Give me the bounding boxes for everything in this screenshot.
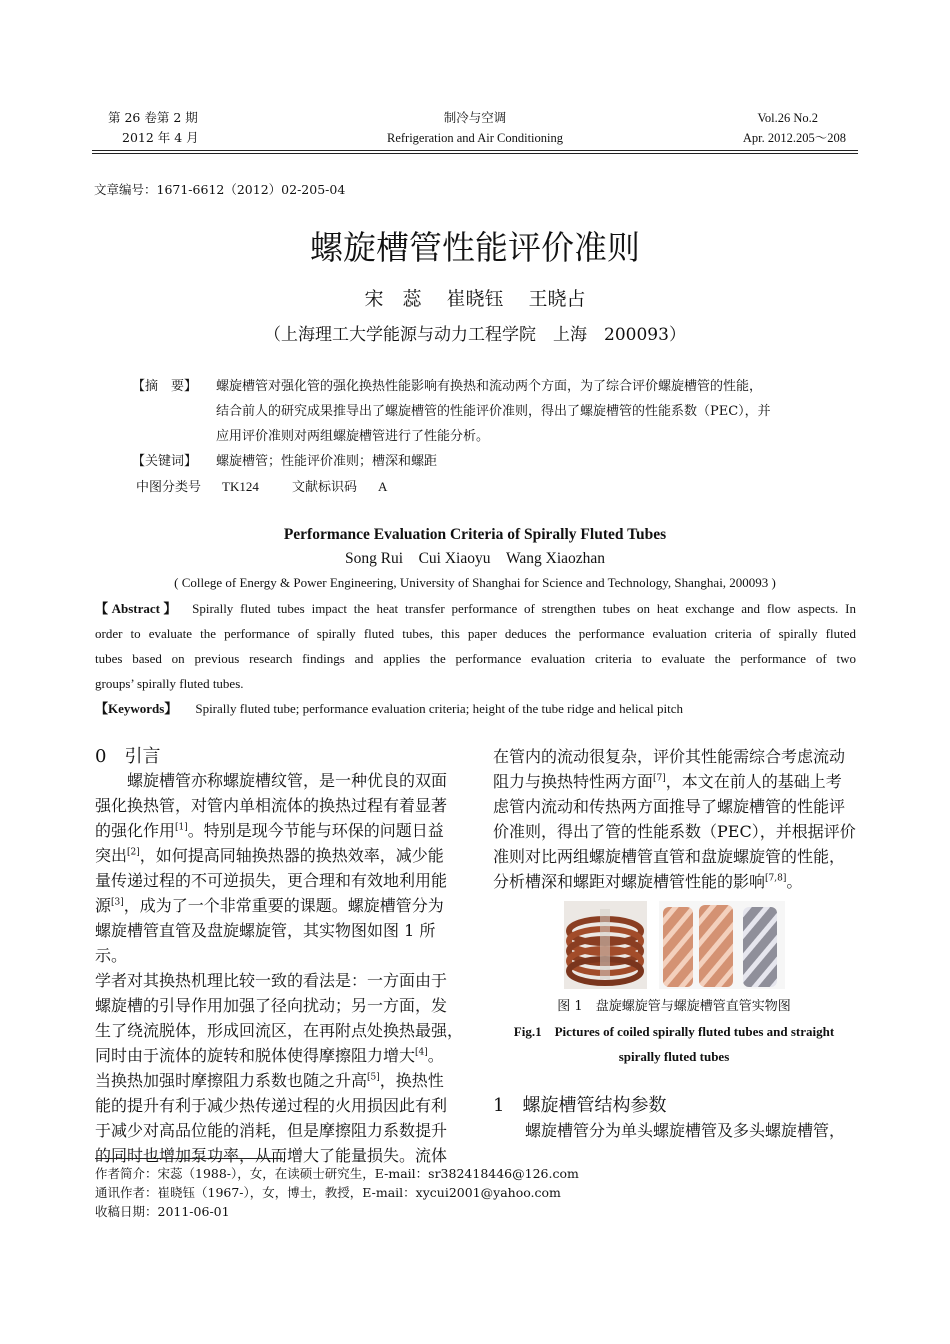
s0-line-15: 的同时也增加泵功率，从而增大了能量损失。流体 — [95, 1146, 448, 1165]
s0-line-9: 螺旋槽的引导作用加强了径向扰动；另一方面，发 — [95, 996, 448, 1015]
s0-line-3-b: 。特别是现今节能与环保的问题日益 — [187, 821, 444, 840]
rc-line-1: 在管内的流动很复杂，评价其性能需综合考虑流动 — [493, 747, 846, 766]
rc-line-6-a: 分析槽深和螺距对螺旋槽管性能的影响 — [493, 872, 766, 891]
s0-line-5: 量传递过程的不可逆损失，更合理和有效地利用能 — [95, 871, 448, 890]
s0-line-7: 螺旋槽管直管及盘旋螺旋管，其实物图如图 1 所示。 — [95, 921, 436, 965]
figure1-photo-coiled — [564, 901, 647, 989]
keywords-cn-text: 螺旋槽管；性能评价准则；槽深和螺距 — [216, 454, 438, 469]
abstract-en-row1 — [95, 596, 856, 621]
header-rule-top — [92, 150, 858, 151]
journal-name-en: Refrigeration and Air Conditioning — [386, 131, 563, 145]
keywords-en-text: Spirally fluted tube; performance evaluation criteria; height of the tube ridge and helical pitch — [195, 701, 684, 716]
title-en: Performance Evaluation Criteria of Spirally Fluted Tubes — [283, 526, 667, 543]
abstract-cn-line2: 结合前人的研究成果推导出了螺旋槽管的性能评价准则，得出了螺旋槽管的性能系数（PEC），并 — [216, 404, 771, 419]
affiliation-en: ( College of Energy & Power Engineering, University of Shanghai for Science and Technology, Shanghai, 200093 ) — [174, 575, 776, 590]
s0-line-11-b: 。 — [427, 1046, 444, 1065]
doc-code-label: 文献标识码 — [292, 480, 358, 495]
s0-line-12 — [95, 1068, 463, 1093]
s0-line-4-a: 突出 — [95, 846, 128, 865]
ref-1: [1] — [175, 822, 188, 833]
section0-title: 0 引言 — [95, 746, 161, 767]
right-col-body — [493, 744, 861, 894]
footnote-author-intro: 作者简介：宋蕊（1988-），女，在读硕士研究生，E-mail：sr382418446@126.com — [95, 1166, 579, 1181]
rc-line-5: 准则对比两组螺旋槽管直管和盘旋螺旋管的性能， — [493, 847, 846, 866]
abstract-cn-line3: 应用评价准则对两组螺旋槽管进行了性能分析。 — [216, 429, 490, 444]
s0-line-4 — [95, 843, 463, 868]
ref-3: [3] — [111, 897, 124, 908]
s0-line-14: 于减少对高品位能的消耗，但是摩擦阻力系数提升 — [95, 1121, 448, 1140]
rc-line-2-a: 阻力与换热特性两方面 — [493, 772, 654, 791]
abstract-en-line2: order to evaluate the performance of spirally fluted tubes, this paper deduces the performance evaluation criteria of spirally fluted — [95, 626, 856, 641]
abstract-en-line3: tubes based on previous research findings and applies the performance evaluation criteria to evaluate the performance of two — [95, 651, 856, 666]
footnote-corresponding: 通讯作者：崔晓钰（1967-），女，博士，教授，E-mail：xycui2001@yahoo.com — [95, 1185, 561, 1200]
issue-date: 2012 年 4 月 — [122, 130, 199, 145]
s0-line-12-b: ，换热性 — [379, 1071, 444, 1090]
s0-line-4-b: ，如何提高同轴换热器的换热效率，减少能 — [139, 846, 444, 865]
footnotes — [95, 1164, 855, 1221]
article-number: 文章编号：1671-6612（2012）02-205-04 — [94, 182, 346, 197]
classification-label: 中图分类号 — [136, 480, 202, 495]
affiliation-cn: （上海理工大学能源与动力工程学院 上海 200093） — [264, 325, 686, 345]
abstract-cn-label: 【摘 要】 — [132, 379, 198, 394]
footnote-rule — [95, 1158, 283, 1159]
abstract-cn — [132, 374, 832, 500]
s0-line-2: 强化换热管，对管内单相流体的换热过程有着显著 — [95, 796, 448, 815]
s0-line-11 — [95, 1043, 463, 1068]
header-left — [108, 108, 258, 148]
abstract-en-line1: Spirally fluted tubes impact the heat transfer performance of strengthen tubes on heat exchange and flow aspects. In — [192, 601, 856, 616]
keywords-cn-label: 【关键词】 — [132, 454, 198, 469]
abstract-en — [95, 596, 856, 721]
section1-title: 1 螺旋槽管结构参数 — [493, 1095, 667, 1116]
header-center — [325, 108, 625, 148]
doc-code-value: A — [378, 479, 388, 494]
s0-line-12-a: 当换热加强时摩擦阻力系数也随之升高 — [95, 1071, 368, 1090]
rc-line-6 — [493, 869, 861, 894]
keywords-cn — [132, 449, 832, 474]
rc-line-3: 虑管内流动和传热两方面推导了螺旋槽管的性能评 — [493, 797, 846, 816]
s0-line-3 — [95, 818, 463, 843]
ref-4: [4] — [415, 1047, 428, 1058]
figure1-caption-cn: 图 1 盘旋螺旋管与螺旋槽管直管实物图 — [557, 999, 791, 1014]
coiled-tube-image — [564, 901, 647, 989]
ref-2: [2] — [127, 847, 140, 858]
rc-line-2 — [493, 769, 861, 794]
s0-line-6-a: 源 — [95, 896, 112, 915]
s0-line-13: 能的提升有利于减少热传递过程的火用损因此有利 — [95, 1096, 448, 1115]
rc-line-6-b: 。 — [786, 872, 803, 891]
title-cn: 螺旋槽管性能评价准则 — [310, 228, 640, 267]
keywords-en — [95, 696, 856, 721]
pages-en: Apr. 2012.205～208 — [742, 131, 846, 145]
authors-cn: 宋 蕊 崔晓钰 王晓占 — [364, 288, 586, 310]
s0-line-8: 学者对其换热机理比较一致的看法是：一方面由于 — [95, 971, 448, 990]
rc-line-4: 价准则，得出了管的性能系数（PEC），并根据评价 — [493, 822, 856, 841]
s0-line-11-a: 同时由于流体的旋转和脱体使得摩擦阻力增大 — [95, 1046, 416, 1065]
s0-line-1: 螺旋槽管亦称螺旋槽纹管，是一种优良的双面 — [127, 771, 448, 790]
s0-line-3-a: 的强化作用 — [95, 821, 176, 840]
keywords-en-label: 【Keywords】 — [95, 701, 178, 716]
s0-line-6 — [95, 893, 463, 918]
abstract-en-label: 【Abstract】 — [95, 601, 181, 616]
figure1-caption-en-2: spirally fluted tubes — [618, 1049, 730, 1064]
s0-line-10: 生了绕流脱体，形成回流区，在再附点处换热最强， — [95, 1021, 464, 1040]
footnote-received: 收稿日期：2011-06-01 — [95, 1204, 230, 1219]
ref-7: [7] — [653, 773, 666, 784]
volume-issue: 第 26 卷第 2 期 — [108, 110, 198, 125]
s0-line-6-b: ，成为了一个非常重要的课题。螺旋槽管分为 — [123, 896, 444, 915]
straight-tubes-image — [659, 901, 785, 989]
figure1-caption-en-1: Fig.1 Pictures of coiled spirally fluted tubes and straight — [513, 1024, 835, 1039]
volume-en: Vol.26 No.2 — [757, 111, 818, 125]
journal-name-cn: 制冷与空调 — [443, 110, 507, 125]
section1-line1: 螺旋槽管分为单头螺旋槽管及多头螺旋槽管， — [525, 1121, 846, 1140]
ref-5: [5] — [367, 1072, 380, 1083]
classification — [132, 474, 832, 500]
figure1-photo-straight — [659, 901, 785, 989]
header-rule-bottom — [92, 153, 858, 154]
abstract-en-line4: groups’ spirally fluted tubes. — [95, 676, 244, 691]
section0-body — [95, 768, 463, 1168]
abstract-cn-row1 — [132, 374, 832, 399]
header-right — [640, 108, 846, 148]
authors-en: Song Rui Cui Xiaoyu Wang Xiaozhan — [344, 550, 606, 567]
classification-value: TK124 — [222, 479, 259, 494]
abstract-cn-line1: 螺旋槽管对强化管的强化换热性能影响有换热和流动两个方面，为了综合评价螺旋槽管的性能， — [216, 379, 763, 394]
ref-7-8: [7,8] — [765, 873, 787, 884]
rc-line-2-b: ，本文在前人的基础上考 — [665, 772, 842, 791]
